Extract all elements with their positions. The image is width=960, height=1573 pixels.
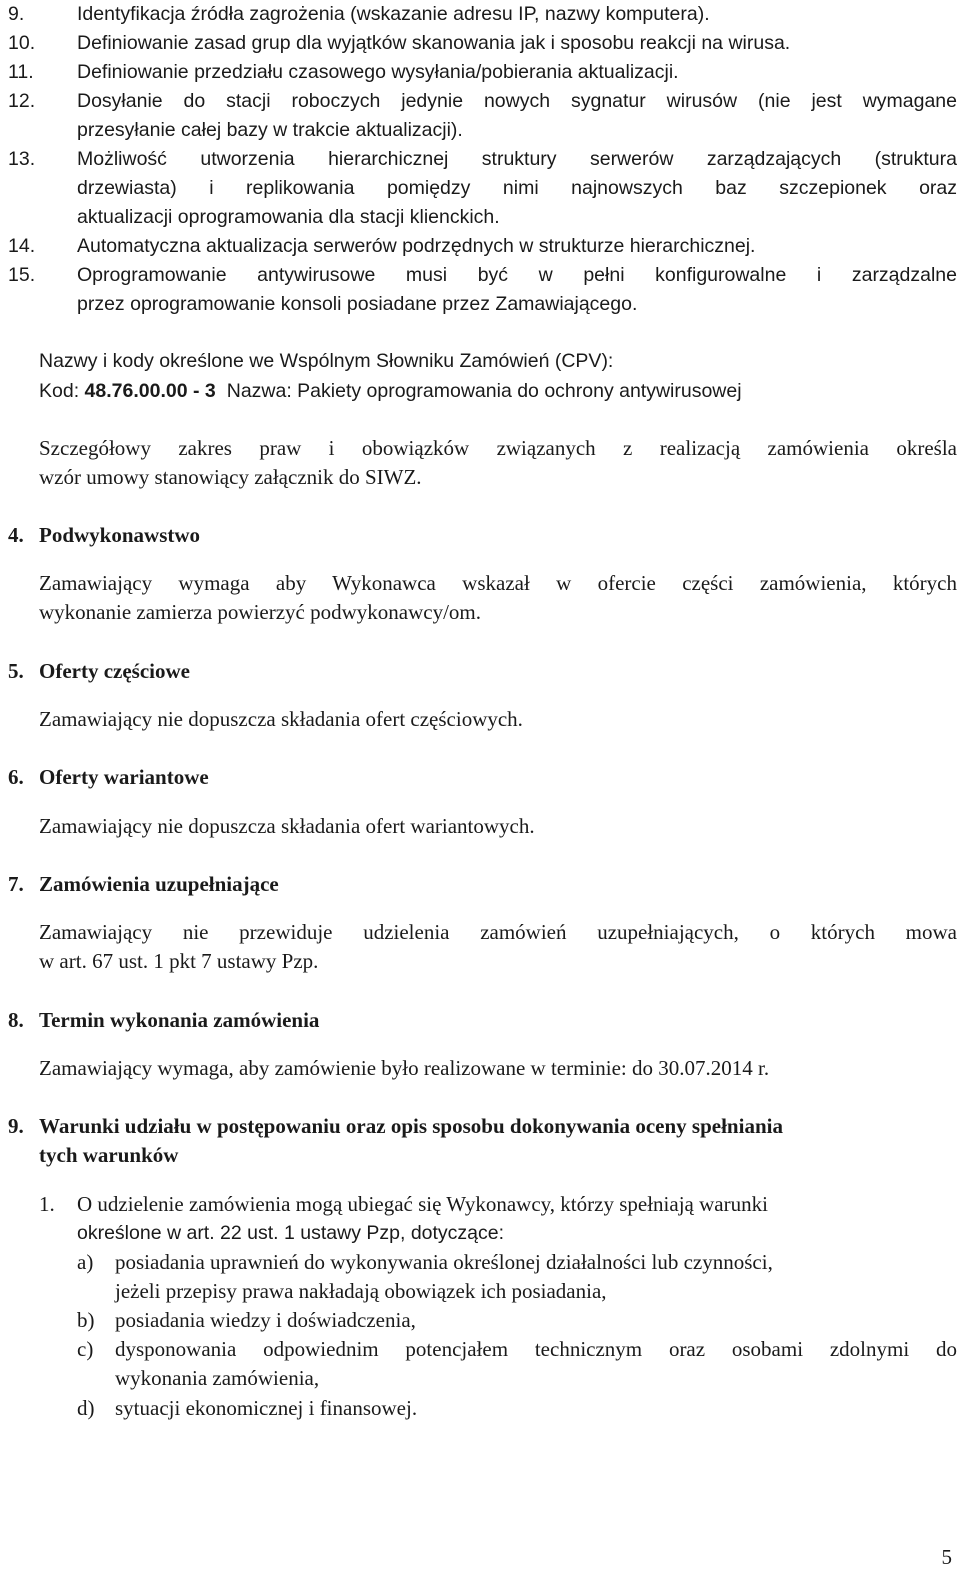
condition-subitem-text	[115, 1306, 957, 1335]
list-item-number: 10.	[8, 32, 36, 54]
condition-number: 1.	[39, 1192, 55, 1216]
section-body	[39, 705, 957, 734]
condition-subitem-text	[115, 1248, 957, 1306]
list-item-line: Definiowanie przedziału czasowego wysyłania/pobierania aktualizacji.	[77, 61, 679, 83]
section-title: Oferty częściowe	[39, 659, 190, 683]
list-item-text	[77, 58, 957, 87]
section-body	[39, 1054, 957, 1083]
list-item-line: Możliwość utworzenia hierarchicznej struktury serwerów zarządzających (struktura	[77, 148, 957, 170]
list-item-line: Automatyczna aktualizacja serwerów podrzędnych w strukturze hierarchicznej.	[77, 235, 756, 257]
condition-subitem-line: sytuacji ekonomicznej i finansowej.	[115, 1396, 418, 1420]
list-item-text	[77, 145, 957, 232]
section-title: Oferty wariantowe	[39, 765, 209, 789]
list-item-text	[77, 29, 957, 58]
section-number: 6.	[8, 765, 24, 789]
list-item-line: Identyfikacja źródła zagrożenia (wskazanie adresu IP, nazwy komputera).	[77, 3, 710, 25]
list-item-line: przez oprogramowanie konsoli posiadane przez Zamawiającego.	[77, 293, 638, 315]
condition-subitem-line: posiadania wiedzy i doświadczenia,	[115, 1308, 416, 1332]
section-number: 5.	[8, 659, 24, 683]
section-body	[39, 569, 957, 627]
list-item-line: Oprogramowanie antywirusowe musi być w pełni konfigurowalne i zarządzalne	[77, 264, 957, 286]
section-title: Zamówienia uzupełniające	[39, 872, 279, 896]
scope-paragraph	[39, 434, 957, 492]
list-item-text	[77, 232, 957, 261]
list-item-line: drzewiasta) i replikowania pomiędzy nimi najnowszych baz szczepionek oraz	[77, 177, 957, 199]
section-title-line: tych warunków	[39, 1143, 179, 1167]
section-title-line: Warunki udziału w postępowaniu oraz opis sposobu dokonywania oceny spełniania	[39, 1114, 783, 1138]
condition-subitem-line: wykonania zamówienia,	[115, 1366, 320, 1390]
section-line: Zamawiający wymaga, aby zamówienie było realizowane w terminie: do 30.07.2014 r.	[39, 1056, 770, 1080]
cpv-code	[39, 376, 957, 406]
section-number: 4.	[8, 523, 24, 547]
section-number: 8.	[8, 1008, 24, 1032]
page-number: 5	[941, 1545, 952, 1569]
list-item-number: 11.	[8, 61, 34, 83]
condition-subitem-letter: b)	[77, 1308, 95, 1332]
cpv-code-value: 48.76.00.00 - 3	[84, 380, 216, 402]
condition-subitem-line: posiadania uprawnień do wykonywania określonej działalności lub czynności,	[115, 1250, 773, 1274]
condition-subitem-line: jeżeli przepisy prawa nakładają obowiązek ich posiadania,	[115, 1279, 607, 1303]
scope-line: Szczegółowy zakres praw i obowiązków związanych z realizacją zamówienia określa	[39, 436, 957, 460]
section-number: 7.	[8, 872, 24, 896]
list-item-number: 9.	[8, 3, 25, 25]
cpv-code-label: Kod:	[39, 380, 85, 402]
list-item-line: przesyłanie całej bazy w trakcie aktualizacji).	[77, 119, 463, 141]
section-number: 9.	[8, 1114, 24, 1138]
condition-subitem-letter: c)	[77, 1337, 94, 1361]
section-title: Termin wykonania zamówienia	[39, 1008, 320, 1032]
section-line: Zamawiający wymaga aby Wykonawca wskazał w ofercie części zamówienia, których	[39, 571, 957, 595]
section-line: Zamawiający nie dopuszcza składania ofert wariantowych.	[39, 814, 535, 838]
condition-subitem-text	[115, 1394, 957, 1423]
list-item-number: 13.	[8, 148, 36, 170]
condition-subitem-text	[115, 1335, 957, 1393]
list-item-number: 14.	[8, 235, 36, 257]
section-line: wykonanie zamierza powierzyć podwykonawcy/om.	[39, 600, 482, 624]
section-body	[39, 812, 957, 841]
condition-subitem-line: dysponowania odpowiednim potencjałem technicznym oraz osobami zdolnymi do	[115, 1337, 957, 1361]
section-title: Podwykonawstwo	[39, 523, 201, 547]
condition-line: O udzielenie zamówienia mogą ubiegać się Wykonawcy, którzy spełniają warunki	[77, 1192, 768, 1216]
list-item-line: Definiowanie zasad grup dla wyjątków skanowania jak i sposobu reakcji na wirusa.	[77, 32, 791, 54]
condition-text	[77, 1190, 957, 1248]
list-item-text	[77, 261, 957, 319]
list-item-line: aktualizacji oprogramowania dla stacji klienckich.	[77, 206, 500, 228]
list-item-number: 12.	[8, 90, 36, 112]
section-line: w art. 67 ust. 1 pkt 7 ustawy Pzp.	[39, 949, 319, 973]
section-body	[39, 918, 957, 976]
condition-line: określone w art. 22 ust. 1 ustawy Pzp, dotyczące:	[77, 1222, 505, 1244]
cpv-intro-text: Nazwy i kody określone we Wspólnym Słowniku Zamówień (CPV):	[39, 350, 614, 372]
list-item-text	[77, 0, 957, 29]
section-line: Zamawiający nie przewiduje udzielenia zamówień uzupełniających, o których mowa	[39, 920, 957, 944]
section-title	[39, 1112, 957, 1170]
list-item-number: 15.	[8, 264, 36, 286]
cpv-intro	[39, 347, 957, 376]
list-item-text	[77, 87, 957, 145]
list-item-line: Dosyłanie do stacji roboczych jedynie nowych sygnatur wirusów (nie jest wymagane	[77, 90, 957, 112]
condition-subitem-letter: d)	[77, 1396, 95, 1420]
cpv-name: Nazwa: Pakiety oprogramowania do ochrony antywirusowej	[226, 380, 742, 402]
scope-line: wzór umowy stanowiący załącznik do SIWZ.	[39, 465, 422, 489]
condition-subitem-letter: a)	[77, 1250, 94, 1274]
section-line: Zamawiający nie dopuszcza składania ofert częściowych.	[39, 707, 523, 731]
